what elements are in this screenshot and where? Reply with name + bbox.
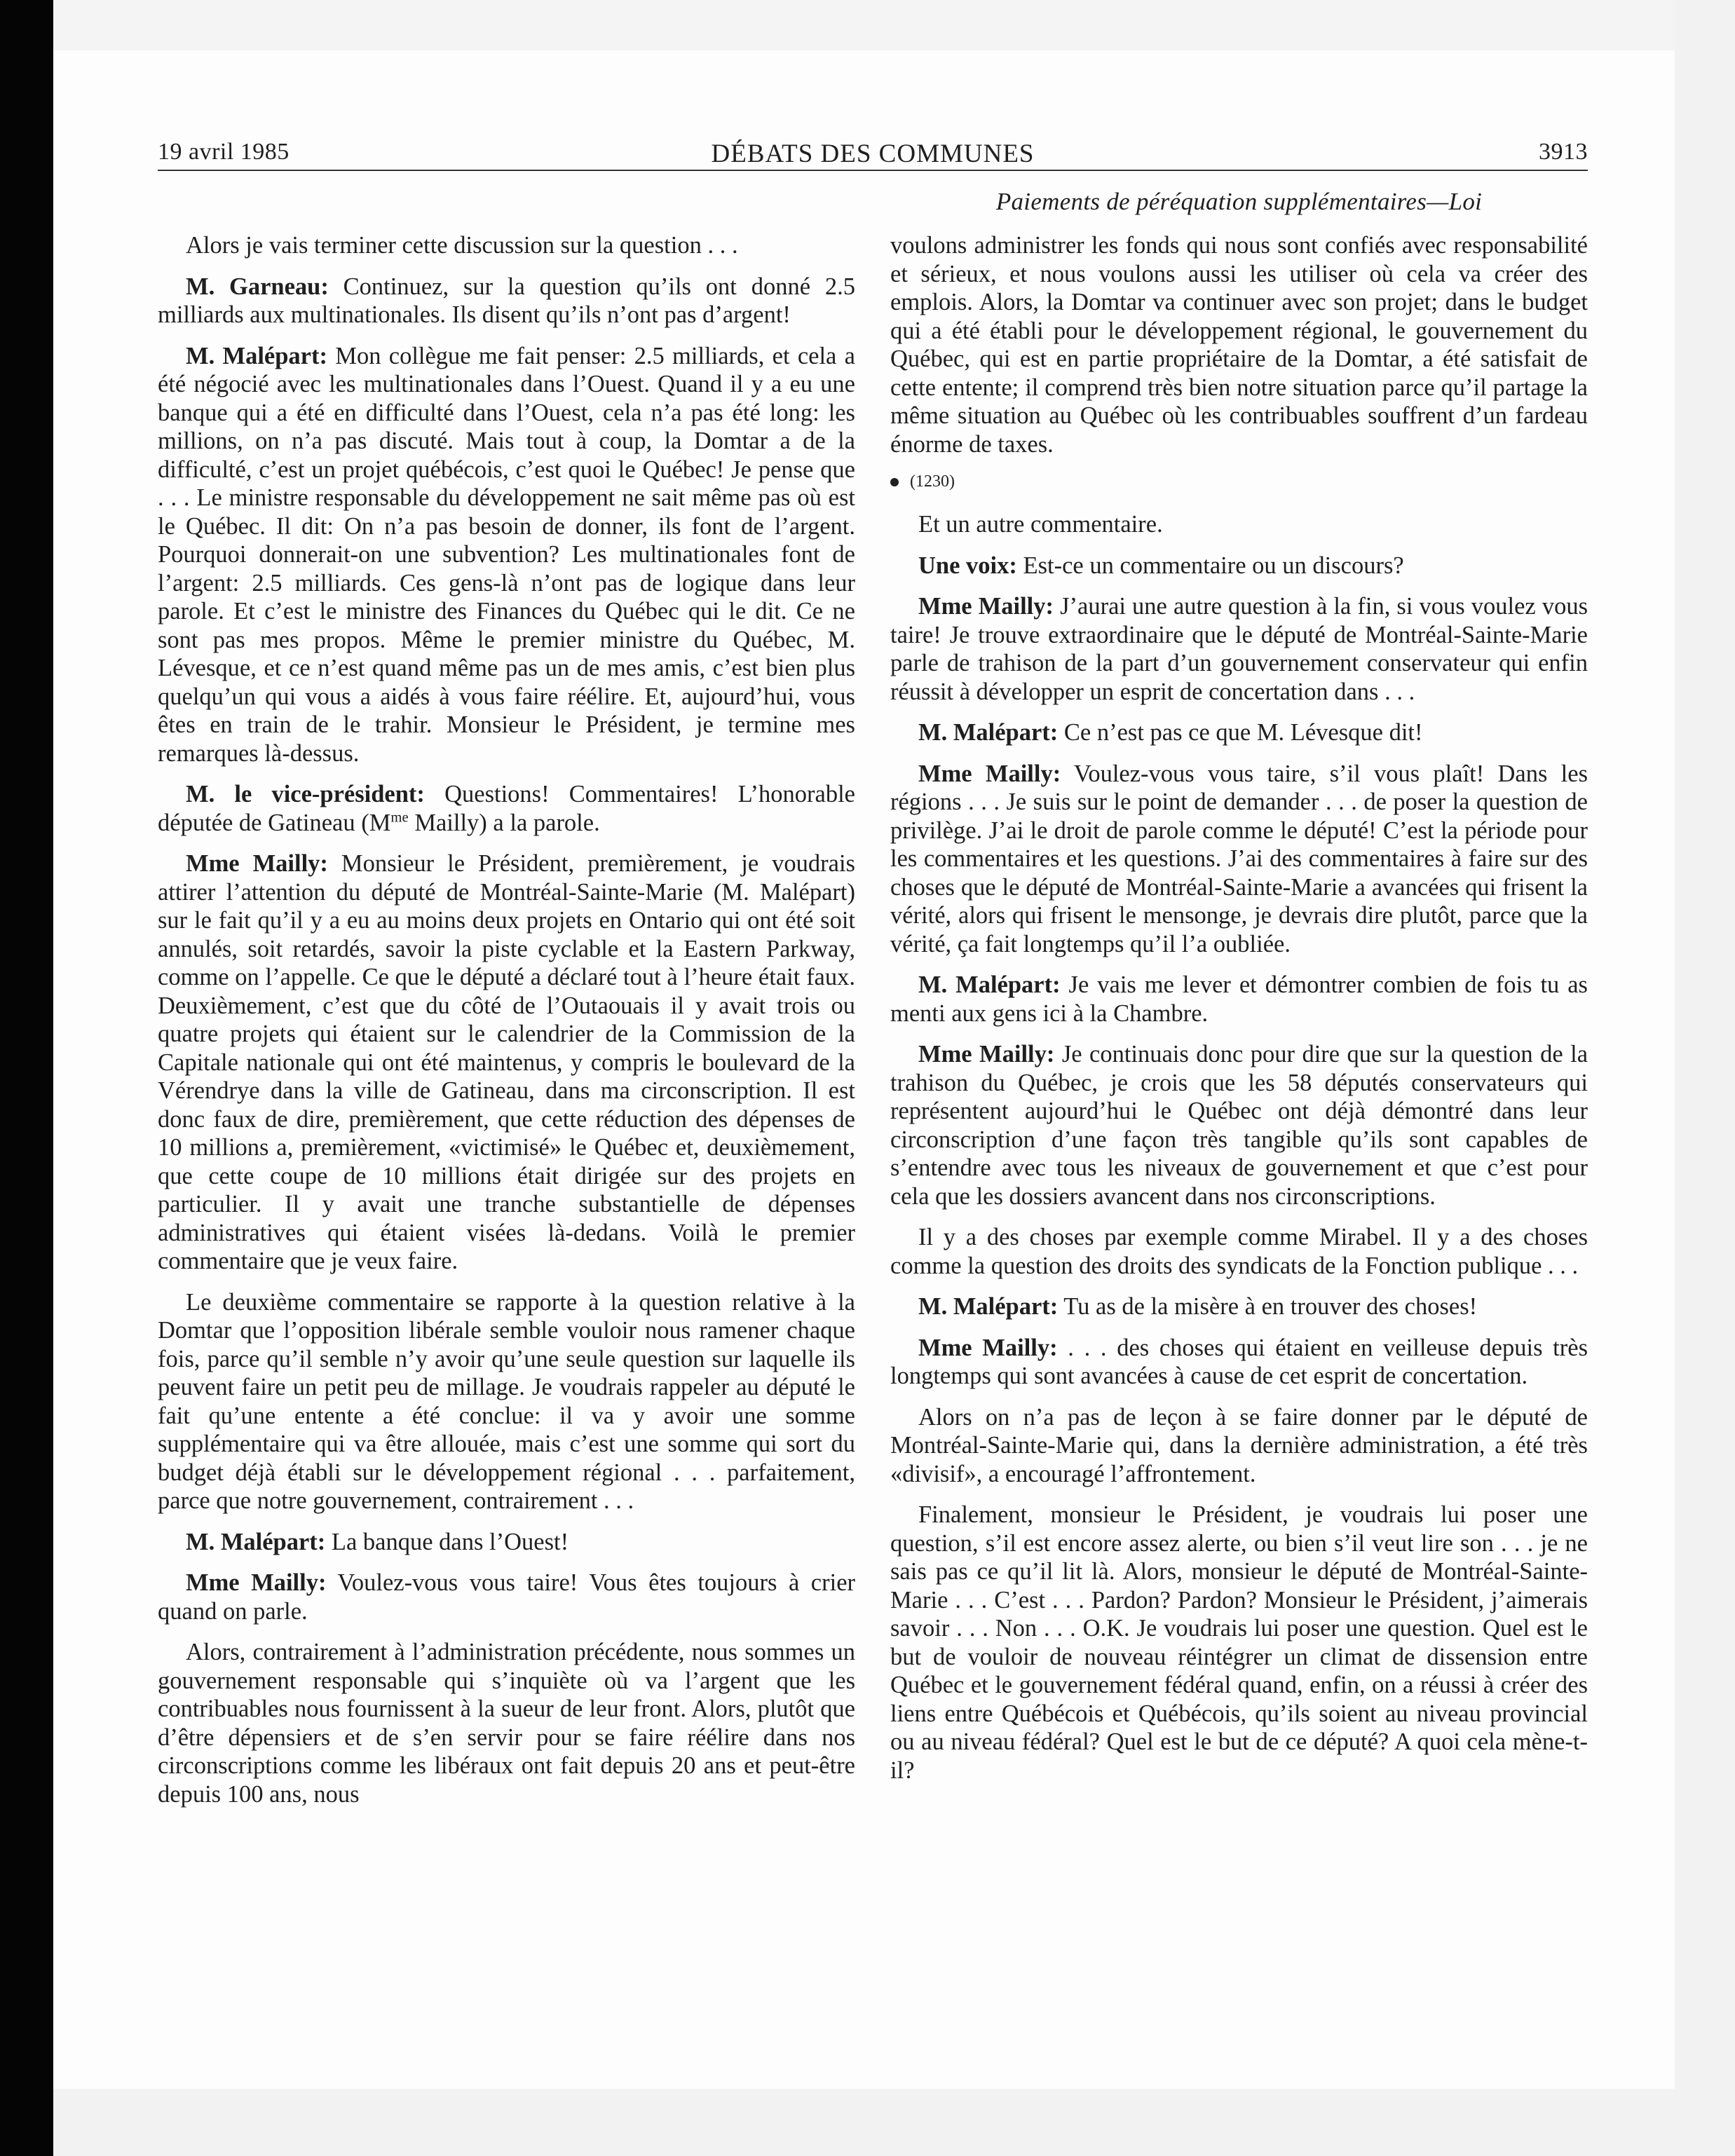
header-date: 19 avril 1985 — [158, 139, 290, 165]
speech-paragraph — [890, 1040, 1588, 1210]
paragraph-text: Mon collègue me fait penser: 2.5 milliards, et cela a été négocié avec les multinationales dans l’Ouest. Quand il y a eu une banque qui a été en difficulté dans l’Ouest, cela n’a pas été long: les millions, on n’a pas discuté. Mais tout à coup, la Domtar a de la difficulté, c’est un projet québécois, c’est quoi le Québec! Je pense que . . . Le ministre responsable du développement ne sait même pas où est le Québec. Il dit: On n’a pas besoin de donner, ils font de l’argent. Pourquoi donnerait-on une subvention? Les multinationales font de l’argent: 2.5 milliards. Ces gens-là n’ont pas de logique dans leur parole. Et c’est le ministre des Finances du Québec qui le dit. Ce ne sont pas mes propos. Même le premier ministre du Québec, M. Lévesque, et ce n’est quand même pas un de mes amis, c’est bien plus quelqu’un qui vous a aidés à vous faire réélire. Et, aujourd’hui, vous êtes en train de le trahir. Monsieur le Président, je termine mes remarques là-dessus. — [158, 342, 855, 767]
speaker-name: Une voix: — [918, 552, 1017, 579]
paragraph-text: Il y a des choses par exemple comme Mirabel. Il y a des choses comme la question des droits des syndicats de la Fonction publique . . . — [890, 1224, 1588, 1279]
page-number: 3913 — [1539, 139, 1588, 165]
speech-paragraph — [158, 1569, 855, 1625]
speaker-name: M. le vice-président: — [186, 781, 425, 807]
paragraph-text: Alors je vais terminer cette discussion sur la question . . . — [186, 232, 738, 259]
paragraph-text: Alors, contrairement à l’administration précédente, nous sommes un gouvernement responsable qui s’inquiète où va l’argent que les contribuables nous fournissent à la sueur de leur front. Alors, plutôt que d’être dépensiers et de s’en servir pour se faire réélire dans nos circonscriptions comme les libéraux ont fait depuis 20 ans et peut-être depuis 100 ans, nous — [158, 1639, 855, 1808]
speech-paragraph — [890, 592, 1588, 706]
paragraph-text: Voulez-vous vous taire, s’il vous plaît! Dans les régions . . . Je suis sur le point de demander . . . de poser la question de privilège. J’ai le droit de parole comme le député! C’est la période pour les commentaires et les questions. J’ai des commentaires à faire sur des choses que le député de Montréal-Sainte-Marie a avancées qui frisent la vérité, alors qui frisent le mensonge, je devrais dire plutôt, parce que la vérité, ça fait longtemps qu’il l’a oubliée. — [890, 760, 1588, 957]
speaker-name: Mme Mailly: — [918, 760, 1061, 787]
speaker-name: M. Malépart: — [186, 1528, 326, 1555]
speaker-name: Mme Mailly: — [918, 1041, 1055, 1067]
paragraph-text: Continuez, sur la question qu’ils ont donné 2.5 milliards aux multinationales. Ils disent qu’ils n’ont pas d’argent! — [158, 273, 855, 328]
speech-paragraph — [890, 760, 1588, 959]
paragraph — [890, 1501, 1588, 1785]
paragraph-text: Le deuxième commentaire se rapporte à la question relative à la Domtar que l’opposition libérale semble vouloir nous ramener chaque fois, parce qu’il semble n’y avoir qu’une seule question sur laquelle ils peuvent faire un petit peu de millage. Je voudrais rappeler au député le fait qu’une entente a été conclue: il va y avoir une somme supplémentaire qui va être allouée, mais c’est une somme qui sort du budget déjà établi sur le développement régional . . . parfaitement, parce que notre gouvernement, contrairement . . . — [158, 1288, 855, 1514]
speech-paragraph — [158, 342, 855, 768]
paragraph — [158, 1638, 855, 1808]
time-marker — [890, 471, 1588, 492]
header-rule — [158, 170, 1588, 171]
speaker-name: M. Garneau: — [186, 273, 329, 300]
right-column — [890, 231, 1588, 1797]
paragraph-text: Alors on n’a pas de leçon à se faire donner par le député de Montréal-Sainte-Marie qui, dans la dernière administration, a été très «divisif», a encouragé l’affrontement. — [890, 1403, 1588, 1487]
paragraph-text: Questions! Commentaires! L’honorable députée de Gatineau (M — [158, 781, 855, 836]
time-marker-label: (1230) — [910, 472, 955, 491]
paragraph-text: La banque dans l’Ouest! — [325, 1528, 569, 1555]
paragraph — [158, 231, 855, 260]
paragraph-text: Tu as de la misère à en trouver des choses! — [1058, 1293, 1478, 1320]
speaker-name: Mme Mailly: — [186, 850, 328, 877]
scan-border-top — [0, 0, 1735, 50]
paragraph-continued: voulons administrer les fonds qui nous sont confiés avec responsabilité et sérieux, et nous voulons aussi les utiliser où cela va créer des emplois. Alors, la Domtar va continuer avec son projet; dans le budget qui a été établi pour le développement régional, le gouvernement du Québec, qui est en partie propriétaire de la Domtar, a été satisfait de cette entente; il comprend très bien notre situation parce qu’il partage la même situation au Québec où les contribuables souffrent d’un fardeau énorme de taxes. — [890, 232, 1588, 458]
paragraph — [890, 510, 1588, 539]
paragraph-text: J’aurai une autre question à la fin, si vous voulez vous taire! Je trouve extraordinaire que le député de Montréal-Sainte-Marie parle de trahison de la part d’un gouvernement conservateur qui enfin réussit à développer un esprit de concertation dans . . . — [890, 593, 1588, 705]
running-header — [158, 139, 1588, 172]
speaker-name: Mme Mailly: — [186, 1569, 327, 1596]
paragraph-text: Finalement, monsieur le Président, je voudrais lui poser une question, s’il est encore assez alerte, ou bien s’il veut lire son . . . je ne sais pas ce qu’il lit là. Alors, monsieur le député de Montréal-Sainte-Marie . . . C’est . . . Pardon? Pardon? Monsieur le Président, j’aimerais savoir . . . Non . . . O.K. Je voudrais lui poser une question. Quel est le but de vouloir de nouveau réintégrer un climat de dissension entre Québec et le gouvernement fédéral quand, enfin, on a réussi à créer des liens entre Québécois et Québécois, qu’ils soient au niveau provincial ou au niveau fédéral? Quel est le but de ce député? A quoi cela mène-t-il? — [890, 1501, 1588, 1784]
speech-paragraph — [890, 718, 1588, 747]
speech-paragraph — [158, 273, 855, 329]
paragraph-text: Ce n’est pas ce que M. Lévesque dit! — [1058, 719, 1423, 746]
section-subheading: Paiements de péréquation supplémentaires—Loi — [995, 188, 1483, 215]
speaker-name: M. Malépart: — [918, 971, 1061, 998]
scan-border-right — [1675, 0, 1735, 2156]
speech-paragraph — [158, 1528, 855, 1557]
paragraph-text: Je vais me lever et démontrer combien de fois tu as menti aux gens ici à la Chambre. — [890, 971, 1588, 1027]
paragraph-text: Je continuais donc pour dire que sur la question de la trahison du Québec, je crois que les 58 députés conservateurs qui représentent aujourd’hui le Québec ont déjà démontré dans leur circonscription d’une façon très tangible qu’ils sont capables de s’entendre avec tous les niveaux de gouvernement et que c’est pour cela que les dossiers avancent dans nos circonscriptions. — [890, 1041, 1588, 1210]
paragraph — [158, 1288, 855, 1515]
paragraph-text: Et un autre commentaire. — [918, 511, 1163, 538]
speaker-name: M. Malépart: — [918, 1293, 1059, 1320]
paragraph — [890, 1403, 1588, 1489]
paragraph-text: Est-ce un commentaire ou un discours? — [1016, 552, 1404, 579]
speech-paragraph — [890, 552, 1588, 580]
speaker-name: Mme Mailly: — [918, 593, 1054, 620]
speech-paragraph — [890, 1334, 1588, 1391]
scan-border-bottom — [0, 2089, 1735, 2156]
speech-paragraph — [158, 850, 855, 1276]
left-column — [158, 231, 855, 1821]
speech-paragraph — [158, 780, 855, 837]
paragraph-text: Monsieur le Président, premièrement, je voudrais attirer l’attention du député de Montréal-Sainte-Marie (M. Malépart) sur le fait qu’il y a eu au moins deux projets en Ontario qui ont été soit annulés, soit retardés, savoir la piste cyclable et la Eastern Parkway, comme on l’appelle. Ce que le député a déclaré tout à l’heure était faux. Deuxièmement, c’est que du côté de l’Outaouais il y avait trois ou quatre projets qui étaient sur le calendrier de la Commission de la Capitale nationale qui ont été maintenus, y compris le boulevard de la Vérendrye dans la ville de Gatineau, dans ma circonscription. Il est donc faux de dire, premièrement, que cette réduction des dépenses de 10 millions a, premièrement, «victimisé» le Québec et, deuxièmement, que cette coupe de 10 millions était dirigée sur des projets en particulier. Il y avait une tranche substantielle de dépenses administratives qui étaient visées là-dedans. Voilà le premier commentaire que je veux faire. — [158, 850, 855, 1274]
right-paragraphs — [890, 510, 1588, 1785]
paragraph-text: . . . des choses qui étaient en veilleuse depuis très longtemps qui sont avancées à cause de cet esprit de concertation. — [890, 1334, 1588, 1389]
speech-paragraph — [890, 1292, 1588, 1321]
speech-paragraph — [890, 971, 1588, 1028]
speaker-name: Mme Mailly: — [918, 1334, 1058, 1361]
bullet-icon — [890, 478, 899, 486]
paragraph-text: Mailly) a la parole. — [408, 809, 600, 836]
paragraph — [890, 1223, 1588, 1280]
scan-border-left — [0, 0, 53, 2156]
publication-title: DÉBATS DES COMMUNES — [711, 139, 1035, 168]
paragraph-text: Voulez-vous vous taire! Vous êtes toujours à crier quand on parle. — [158, 1569, 855, 1625]
speaker-name: M. Malépart: — [186, 342, 327, 369]
superscript: me — [390, 810, 409, 825]
speaker-name: M. Malépart: — [918, 719, 1059, 746]
